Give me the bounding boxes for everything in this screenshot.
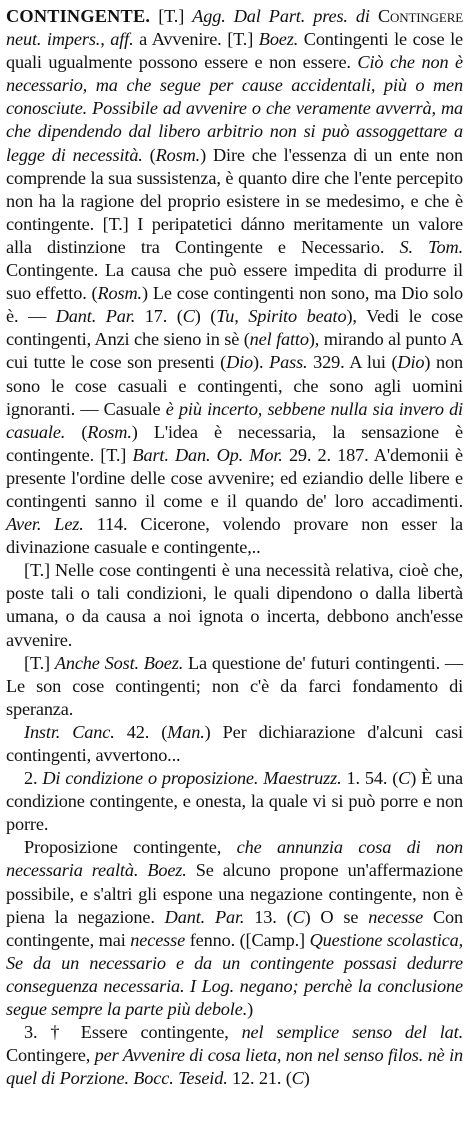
text-segment: ) L'idea è necessaria, la sensazione è contingente. [T.] (6, 421, 463, 465)
text-segment: [T.] (150, 6, 193, 26)
text-segment: Ciò che non è necessario, ma che segue per cause accidentali, più o men conosciute. Possibile ad avvenire o che veramente avverrà, ma che dipendendo dal libero arbitrio non si può assoggettare a legge di necessità. (6, 52, 463, 165)
text-segment: Con contingente, mai (6, 906, 463, 950)
text-segment: ) (247, 999, 254, 1020)
text-segment: ) (303, 1068, 310, 1089)
text-segment: ), Vedi le cose contingenti, Anzi che sieno in sè ( (6, 306, 463, 350)
text-segment: Contingere, (6, 1045, 95, 1066)
entry-proposition-paragraph (6, 836, 463, 1021)
text-segment: 12. 21. ( (227, 1068, 292, 1089)
text-segment: 13. ( (244, 906, 293, 927)
text-segment: ) Per dichiarazione d'alcuni casi contingenti, avvertono... (6, 721, 463, 765)
text-segment: ) Dire che l'essenza di un ente non comprende la sua sussistenza, è quanto dire che l'ente percepito non ha la ragione del proprio esistere in se medesimo, e che è contingente. [T.] I peripatetici dánno meritamente un valore alla distinzione tra Contingente e Necessario. (6, 144, 463, 257)
text-segment: neut. impers., aff. (6, 29, 134, 50)
text-segment: ) Le cose contingenti non sono, ma Dio solo è. — (6, 283, 463, 327)
text-segment: Dant. Par. (55, 306, 136, 327)
text-segment: Proposizione contingente, (24, 837, 237, 858)
text-segment: 3. † Essere contingente, (24, 1022, 242, 1043)
text-segment: 114. Cicerone, volendo provare non esser la divinazione casuale e contingente,.. (6, 514, 463, 558)
text-segment: 42. ( (114, 721, 168, 742)
text-segment: ( (142, 144, 156, 165)
text-segment: La questione de' futuri contingenti. — Le son cose contingenti; non c'è da farci fondamento di speranza. (6, 652, 463, 719)
entry-sense-3-paragraph (6, 1021, 463, 1090)
text-segment: Aver. Lez. (6, 514, 84, 535)
text-segment: 17. ( (135, 306, 183, 327)
headword: CONTINGENTE. (6, 6, 151, 26)
text-segment: Instr. Canc. (24, 721, 115, 742)
text-segment: è più incerto, sebbene nulla sia invero di casuale. (6, 398, 463, 442)
text-segment: Contingente. La causa che può essere impedita di produrre il suo effetto. ( (6, 260, 463, 304)
text-segment: che annunzia cosa di non necessaria realtà. Boez. (6, 837, 463, 881)
text-segment: ). (253, 352, 270, 373)
text-segment: Tu, Spirito beato (216, 306, 347, 327)
entry-sense-2-paragraph (6, 767, 463, 836)
text-segment: C (182, 306, 195, 327)
entry-citation-paragraph (6, 721, 463, 767)
text-segment: [T.] (24, 652, 55, 673)
text-segment: C (398, 768, 411, 789)
text-segment: Contingere (377, 6, 464, 26)
text-segment: Contingenti le cose le quali ugualmente possono essere e non essere. (6, 29, 463, 73)
text-segment: ) non sono le cose casuali e contingenti, che sono agli uomini ignoranti. — Casuale (6, 352, 463, 419)
entry-note-paragraph (6, 559, 463, 651)
text-segment: necesse (130, 929, 186, 950)
text-segment: nel semplice senso del lat. (241, 1022, 463, 1043)
text-segment: nel fatto (249, 329, 309, 350)
text-segment: ) O se (304, 906, 369, 927)
text-segment: ), mirando al punto A cui tutte le cose son presenti ( (6, 329, 464, 373)
text-segment: Rosm. (87, 421, 132, 442)
text-segment: Questione scolastica, Se da un necessario e da un contingente possasi dedurre conseguenza necessaria. I Log. negano; perchè la conclusione segue sempre la parte più debole. (6, 929, 464, 1020)
text-segment: necesse (368, 906, 424, 927)
text-segment: Man. (167, 721, 205, 742)
text-segment: Bart. Dan. Op. Mor. (132, 444, 283, 465)
text-segment: ) ( (194, 306, 217, 327)
text-segment: Pass. (269, 352, 308, 373)
entry-noun-usage-paragraph (6, 652, 463, 721)
text-segment: Dant. Par. (164, 906, 245, 927)
text-segment: C (291, 1068, 304, 1089)
text-segment: fenno. ([Camp.] (185, 929, 310, 950)
text-segment: Se alcuno propone un'affermazione possibile, e s'altri gli espone una negazione contingente, non è piena la negazione. (6, 860, 463, 927)
text-segment: Agg. Dal Part. pres. di (192, 6, 378, 26)
text-segment: Anche Sost. Boez. (54, 652, 184, 673)
text-segment: Di condizione o proposizione. Maestruzz. (42, 768, 342, 789)
text-segment: [T.] Nelle cose contingenti è una necessità relativa, cioè che, poste tali o tali condizioni, le quali dipendono o dalla libertà umana, o da causa a noi ignota o incerta, debbono anch'esse avvenire. (6, 560, 463, 650)
text-segment: S. Tom. (399, 236, 463, 257)
text-segment: 329. A lui ( (307, 352, 398, 373)
text-segment: Rosm. (155, 144, 201, 165)
text-segment: per Avvenire di cosa lieta, non nel senso filos. nè in quel di Porzione. Bocc. Teseid. (6, 1045, 464, 1089)
text-segment: ) È una condizione contingente, e onesta, la quale vi si può porre e non porre. (6, 768, 463, 835)
text-segment: a Avvenire. [T.] (133, 29, 259, 50)
text-segment: 29. 2. 187. A'demonii è presente l'ordine delle cose avvenire; ed eziandio delle libere e contingenti sanno il come e il quando de' loro accadimenti. (6, 444, 463, 511)
text-segment: 1. 54. ( (341, 768, 399, 789)
text-segment: ( (65, 421, 88, 442)
text-segment: Dio (226, 352, 254, 373)
text-segment: C (292, 906, 305, 927)
text-segment: 2. (24, 768, 43, 789)
entry-definition-paragraph (6, 5, 463, 559)
text-segment: Dio (397, 352, 425, 373)
text-segment: Boez. (258, 29, 299, 50)
text-segment: Rosm. (97, 283, 142, 304)
